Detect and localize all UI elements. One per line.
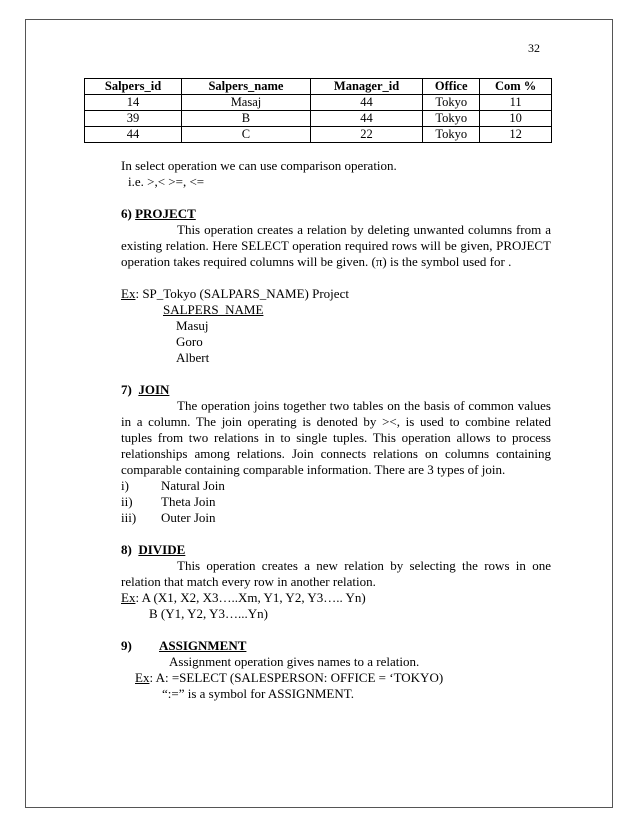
divide-heading — [121, 542, 185, 558]
table-header-cell: Salpers_name — [182, 79, 311, 95]
assignment-example — [135, 670, 443, 686]
table-cell: Masaj — [182, 95, 311, 111]
table-header-cell: Manager_id — [310, 79, 422, 95]
example-text: : A: =SELECT (SALESPERSON: OFFICE = ‘TOKYO) — [149, 670, 444, 685]
select-note: In select operation we can use comparison operation. — [121, 158, 397, 173]
table-cell: 22 — [310, 127, 422, 143]
section-title: DIVIDE — [138, 542, 186, 557]
table-cell: 44 — [85, 127, 182, 143]
list-label: Outer Join — [161, 510, 216, 525]
example-label: Ex — [121, 286, 136, 301]
table-row — [85, 127, 552, 143]
section-title: ASSIGNMENT — [159, 638, 247, 653]
page-number: 32 — [528, 41, 540, 55]
table-header-row — [85, 79, 552, 95]
example-label: Ex — [135, 670, 150, 685]
assignment-symbol-note: “:=” is a symbol for ASSIGNMENT. — [162, 686, 354, 701]
table-cell: Tokyo — [423, 95, 480, 111]
table-cell: Tokyo — [423, 127, 480, 143]
table-header-cell: Office — [423, 79, 480, 95]
divide-paragraph: This operation creates a new relation by selecting the rows in one relation that match every row in another relation. — [121, 558, 551, 589]
table-cell: 10 — [480, 111, 552, 127]
example-text: : A (X1, X2, X3…..Xm, Y1, Y2, Y3….. Yn) — [135, 590, 366, 605]
list-number: i) — [121, 478, 129, 493]
list-number: iii) — [121, 510, 137, 525]
salesperson-table — [84, 78, 552, 143]
table-cell: 44 — [310, 111, 422, 127]
example-label: Ex — [121, 590, 136, 605]
table-row — [85, 95, 552, 111]
table-row — [85, 111, 552, 127]
comparison-ops: i.e. >,< >=, <= — [128, 174, 205, 189]
table-cell: 39 — [85, 111, 182, 127]
divide-example-b: B (Y1, Y2, Y3…...Yn) — [149, 606, 268, 621]
section-number: 7) — [121, 382, 132, 397]
table-cell: B — [182, 111, 311, 127]
join-paragraph: The operation joins together two tables on the basis of common values in a column. The join operating is denoted by ><, is used to combine related tuples from two relations in to single tuples. This operation allows to process relationships among relations. Join connects relations on columns containing comparable containing comparable information. There are 3 types of join. — [121, 398, 551, 477]
example-text: : SP_Tokyo (SALPARS_NAME) Project — [135, 286, 349, 301]
table-cell: Tokyo — [423, 111, 480, 127]
table-header-cell: Com % — [480, 79, 552, 95]
list-item — [121, 478, 225, 494]
project-paragraph: This operation creates a relation by deleting unwanted columns from a existing relation. Here SELECT operation required rows will be given, PROJECT operation takes required columns will be given. (π) is the symbol used for . — [121, 222, 551, 269]
project-example — [121, 286, 349, 302]
project-heading — [121, 206, 196, 222]
list-item: Goro — [176, 334, 203, 349]
list-number: ii) — [121, 494, 133, 509]
table-cell: 14 — [85, 95, 182, 111]
table-cell: C — [182, 127, 311, 143]
list-item: Masuj — [176, 318, 209, 333]
list-label: Natural Join — [161, 478, 225, 493]
table-cell: 11 — [480, 95, 552, 111]
list-item: Albert — [176, 350, 210, 365]
divide-example — [121, 590, 366, 606]
section-title: JOIN — [138, 382, 170, 397]
section-number: 8) — [121, 542, 132, 557]
table-cell: 12 — [480, 127, 552, 143]
section-title: PROJECT — [135, 206, 196, 221]
list-item — [121, 510, 216, 526]
section-number: 6) — [121, 206, 132, 221]
join-heading — [121, 382, 169, 398]
list-label: Theta Join — [161, 494, 216, 509]
table-header-cell: Salpers_id — [85, 79, 182, 95]
section-number: 9) — [121, 638, 132, 653]
assignment-description: Assignment operation gives names to a relation. — [169, 654, 420, 669]
table-cell: 44 — [310, 95, 422, 111]
list-item — [121, 494, 216, 510]
assignment-heading — [121, 638, 247, 654]
project-column-name: SALPERS_NAME — [163, 302, 264, 317]
